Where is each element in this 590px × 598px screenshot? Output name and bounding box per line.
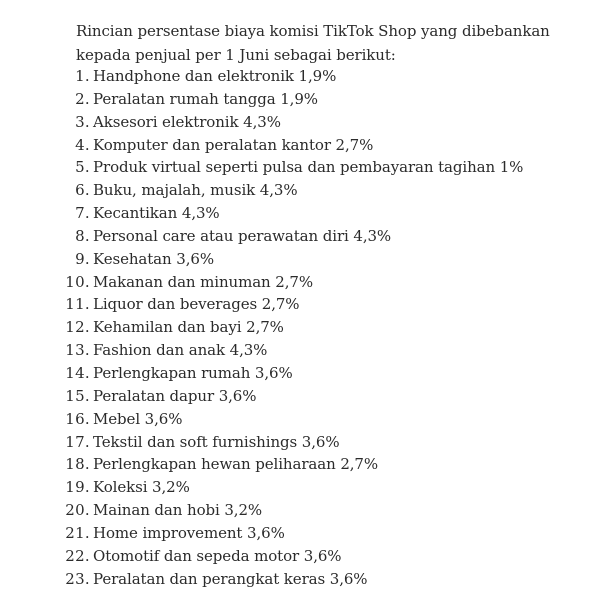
- list-item: [0, 225, 590, 248]
- list-item-text: Kehamilan dan bayi 2,7%: [93, 318, 284, 337]
- list-item-text: Liquor dan beverages 2,7%: [93, 295, 300, 314]
- list-item-number: 12.: [65, 318, 90, 337]
- list-item: [0, 339, 590, 362]
- list-item-number: 13.: [65, 341, 90, 360]
- list-item-text: Perlengkapan rumah 3,6%: [93, 363, 293, 382]
- list-item-text: Makanan dan minuman 2,7%: [93, 272, 313, 291]
- list-item-number: 22.: [65, 546, 90, 565]
- list-item-text: Peralatan dapur 3,6%: [93, 386, 257, 405]
- list-item-text: Fashion dan anak 4,3%: [93, 341, 268, 360]
- list-item-text: Personal care atau perawatan diri 4,3%: [93, 226, 392, 245]
- list-item: [0, 248, 590, 271]
- list-item-text: Home improvement 3,6%: [93, 523, 285, 542]
- list-item-text: Koleksi 3,2%: [93, 478, 190, 497]
- list-item-number: 16.: [65, 409, 90, 428]
- list-item-number: 14.: [65, 363, 90, 382]
- list-item-number: 17.: [65, 432, 90, 451]
- list-item-text: Tekstil dan soft furnishings 3,6%: [93, 432, 340, 451]
- list-item-text: Mainan dan hobi 3,2%: [93, 501, 263, 520]
- list-item-number: 19.: [65, 478, 90, 497]
- list-item-number: 10.: [65, 272, 90, 291]
- list-item-number: 15.: [65, 386, 90, 405]
- list-item: [0, 156, 590, 179]
- list-item-text: Handphone dan elektronik 1,9%: [93, 67, 337, 85]
- list-item-number: 5.: [75, 158, 90, 177]
- list-item-text: Kecantikan 4,3%: [93, 204, 220, 223]
- list-item: [0, 545, 590, 568]
- list-item-number: 9.: [75, 249, 90, 268]
- list-item-text: Komputer dan peralatan kantor 2,7%: [93, 135, 374, 154]
- list-item-number: 8.: [75, 226, 90, 245]
- list-item: [0, 362, 590, 385]
- list-item-text: Mebel 3,6%: [93, 409, 183, 428]
- list-item: [0, 453, 590, 476]
- list-item: [0, 134, 590, 157]
- list-item-number: 23.: [65, 569, 90, 588]
- list-item: [0, 499, 590, 522]
- list-item-text: Otomotif dan sepeda motor 3,6%: [93, 546, 342, 565]
- list-item-text: Peralatan rumah tangga 1,9%: [93, 89, 318, 108]
- intro-line-2: kepada penjual per 1 Juni sebagai berikut:: [76, 46, 396, 64]
- list-item-text: Buku, majalah, musik 4,3%: [93, 181, 298, 200]
- list-item: [0, 88, 590, 111]
- list-item: [0, 111, 590, 134]
- list-item-number: 7.: [75, 204, 90, 223]
- list-item-number: 20.: [65, 501, 90, 520]
- list-item-text: Perlengkapan hewan peliharaan 2,7%: [93, 455, 379, 474]
- list-item-number: 1.: [75, 67, 90, 85]
- list-item: [0, 568, 590, 591]
- list-item-number: 3.: [75, 112, 90, 131]
- list-item: [0, 271, 590, 294]
- list-item-number: 6.: [75, 181, 90, 200]
- list-item-number: 21.: [65, 523, 90, 542]
- intro-paragraph: [76, 19, 576, 67]
- list-item: [0, 179, 590, 202]
- list-item-number: 18.: [65, 455, 90, 474]
- list-item-text: Produk virtual seperti pulsa dan pembayaran tagihan 1%: [93, 158, 524, 177]
- list-item: [0, 202, 590, 225]
- list-item: [0, 385, 590, 408]
- list-item-number: 11.: [65, 295, 90, 314]
- list-item: [0, 65, 590, 88]
- intro-line-1: Rincian persentase biaya komisi TikTok Shop yang dibebankan: [76, 22, 550, 40]
- list-item: [0, 431, 590, 454]
- commission-list: [0, 65, 590, 590]
- list-item-number: 2.: [75, 89, 90, 108]
- list-item-text: Peralatan dan perangkat keras 3,6%: [93, 569, 368, 588]
- list-item: [0, 476, 590, 499]
- list-item: [0, 522, 590, 545]
- list-item-text: Kesehatan 3,6%: [93, 249, 214, 268]
- list-item: [0, 408, 590, 431]
- list-item: [0, 316, 590, 339]
- list-item-number: 4.: [75, 135, 90, 154]
- list-item-text: Aksesori elektronik 4,3%: [93, 112, 281, 131]
- list-item: [0, 293, 590, 316]
